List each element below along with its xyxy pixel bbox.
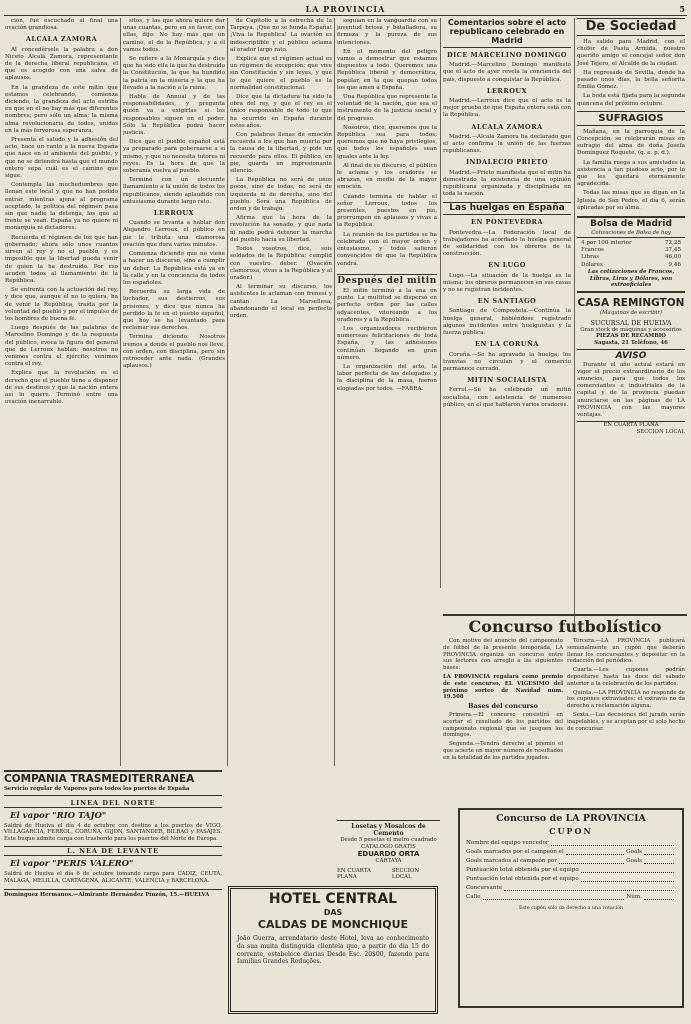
- article-paragraph: Pontevedra.—La Federación local de trabajadores ha acordado la huelga general de solidaridad con los obreros de la construcción.: [443, 229, 571, 258]
- cupon-field-label: Goals marcados por el campeón el: [466, 849, 564, 855]
- article-paragraph: Termina diciendo: Nosotros iremos a donde el pueblo nos lleve, con orden, con disciplina, pero sin retroceder ante nada. (Grandes aplausos.): [123, 334, 225, 370]
- losetas-footer-left: EN CUARTA PLANA: [337, 867, 371, 881]
- article-paragraph: Madrid.—Alcalá Zamora ha declarado que el acto confirma la unión de las fuerzas republicanas.: [443, 133, 571, 155]
- cupon-field[interactable]: [466, 858, 676, 864]
- article-paragraph: Madrid.—Lerroux dice que el acto es la mejor prueba de que España entera está con la República.: [443, 98, 571, 119]
- article-paragraph: Santiago de Compostela.—Continúa la huelga general, habiéndose registrado algunos incidentes entre huelguistas y la fuerza pública.: [443, 308, 571, 337]
- cupon-field-line[interactable]: [559, 858, 624, 864]
- cupon-field-label: Nombre del equipo vencedor: [466, 840, 549, 846]
- section-heading: LERROUX: [153, 209, 195, 218]
- article-paragraph: La organización del acto, la labor perfecta de los delegados y la disciplina de la masa, fueron elogiadas por todos. —FABRA.: [337, 363, 437, 392]
- newspaper-title: LA PROVINCIA: [305, 4, 386, 14]
- article-paragraph: Segunda.—Tendrá derecho al premio el que acierte un mayor número de resultados en la totalidad de los partidos jugados.: [443, 741, 563, 761]
- cupon-box: [458, 808, 684, 1008]
- article-paragraph: Explica que el régimen actual es un régimen de excepción; que vive sin Constitución y sin leyes, y que lo que quiere el pueblo es la normalidad constitucional.: [230, 56, 332, 91]
- article-paragraph: Sexta.—Las decisiones del jurado serán inapelables, y se aceptan por el solo hecho de concursar.: [567, 711, 685, 732]
- comentarios-title: Comentarios sobre el acto republicano celebrado en Madrid: [443, 18, 571, 48]
- cupon-footer: Este cupón sólo da derecho a una votación: [518, 906, 624, 911]
- compania-line-norte: LINEA DEL NORTE: [4, 799, 222, 808]
- column-divider: [334, 18, 335, 766]
- bolsa-row-label: Dólares: [581, 261, 603, 268]
- losetas-footer-right: SECCION LOCAL: [391, 867, 420, 881]
- compania-line-levante: L. NEA DE LEVANTE: [4, 846, 222, 856]
- cupon-field[interactable]: [466, 849, 676, 855]
- bolsa-note: Las cotizaciones de Francos, Libras, Liras y Dólares, son extraoficiales: [577, 269, 685, 293]
- page-header: [4, 2, 687, 16]
- article-paragraph: Al concedérsele la palabra a don Niceto Alcalá Zamora, representante de la derecha liberal republicana, el que es acogido con una salva de aplausos.: [5, 46, 118, 82]
- aviso-footer-right: SECCION LOCAL: [636, 428, 685, 435]
- concurso-col-left: [443, 638, 563, 762]
- bolsa-row-value: 37,45: [664, 247, 681, 254]
- article-paragraph: La República no será de unos pocos, sino de todos; no será de izquierda ni de derecha, sino del pueblo. Será una República de orden y de trabajo.: [230, 177, 332, 213]
- cupon-field-label: Puntuación total obtenida por el equipo: [466, 867, 579, 873]
- concurso-bases-heading: Bases del concurso: [468, 702, 538, 711]
- hotel-text: João Guerra, arrendatario deste Hotel, leva ao conhecimento da sua muita distinguida clientela que, a partir do dia 15 do corrente, estabelece diarias Desde Esc. 20$00, fazendo para familias Grandes Reduções.: [237, 935, 429, 966]
- bolsa-row: [577, 240, 685, 247]
- concurso-prize: LA PROVINCIA regalará como premio de este concurso, EL VIGESIMO del próximo sorteo de Navidad núm. 19.508: [443, 673, 563, 701]
- bolsa-row-label: 4 por 100 interior: [581, 239, 632, 246]
- article-paragraph: Cuando se levanta a hablar don Alejandro Lerroux, el público en pie le tributa una clamorosa ovación que dura varios minutos.: [123, 220, 225, 248]
- bolsa-row-value: 46,00: [664, 254, 681, 261]
- losetas-town: CARTAYA: [375, 858, 402, 865]
- compania-ship-1-text: Saldrá de Huelva el día 4 de octubre con destino a los puertos de VIGO, VILLAGARCIA, FERROL, CORUÑA, GIJON, SANTANDER, BILBAO y PASAJES. Este buque admite carga con trasbordo para los puertos del Norte de Europa.: [4, 822, 222, 842]
- section-heading: MITIN SOCIALISTA: [467, 376, 547, 385]
- cupon-field-label: Calle: [466, 894, 481, 900]
- cupon-title: Concurso de LA PROVINCIA: [496, 813, 646, 824]
- cupon-goals-label: Goals: [626, 858, 642, 864]
- column-5: [443, 18, 571, 578]
- cupon-subtitle: CUPON: [549, 826, 593, 836]
- compania-footer: Dominguez Hermanos.—Almirante Hernández Pinzón, 15.—HUELVA: [4, 889, 222, 899]
- article-paragraph: Tercera.—LA PROVINCIA publicará semanalmente un cupón que deberán llenar los concursantes y depositar en la redacción del periódico.: [567, 638, 685, 665]
- article-paragraph: Mañana, en la parroquia de la Concepción, se celebrarán misas en sufragio del alma de doña Josefa Domínguez Roquete, (q. e. p. d.).: [577, 128, 685, 157]
- article-paragraph: La boda está fijada para la segunda quincena del próximo octubre.: [577, 93, 685, 107]
- article-paragraph: El mitin terminó a la una en punto. La multitud se dispersó en perfecto orden por las calles adyacentes, vitoreando a los oradores y a la República.: [337, 287, 437, 323]
- hotel-title-caldas: CALDAS DE MONCHIQUE: [257, 918, 409, 931]
- sociedad-title: De Sociedad: [577, 18, 685, 36]
- article-paragraph: Luego después de las palabras de Marcelino Domingo y de la respuesta del público, evoca la figura del general que de Lerroux hablan: nosotros no venimos contra el ejército; venimos contra el rey.: [5, 325, 118, 368]
- section-heading: EN LA CORUÑA: [475, 340, 539, 349]
- compania-title: COMPANIA TRASMEDITERRANEA: [4, 773, 195, 785]
- article-paragraph: Una República que represente la voluntad de la nación, que sea el instrumento de la justicia social y del progreso.: [337, 94, 437, 122]
- article-paragraph: de Capitolio a la estrecha de la Tarpeya. ¡Que no se hunda España! ¡Viva la República! La ovación es indescriptible y el público aclama al orador largo rato.: [230, 18, 332, 53]
- article-paragraph: En la grandeza de este mitin que estamos celebrando, comienza diciendo, la grandeza del acto estriba en que en él no hay más que diferentes nombres; pero sólo un alma; la misma alma revolucionaria de todos, unidas en la más fervorosa esperanza.: [5, 84, 118, 134]
- hotel-title-das: DAS: [323, 908, 343, 917]
- cupon-field-line[interactable]: [581, 867, 674, 873]
- section-heading: EN LUGO: [488, 261, 526, 270]
- article-paragraph: Presenta el saludo y la adhesión del acto, hace un canto a la nueva España que nace en el ambiente del pueblo, y que no se detendrá hasta que el mundo entero sepa cuál es el camino que sigue.: [5, 137, 118, 180]
- section-heading: ALCALA ZAMORA: [471, 122, 543, 131]
- hotel-ad: [228, 886, 438, 1014]
- bolsa-row-label: Francos: [581, 247, 604, 254]
- column-3: [230, 18, 332, 766]
- section-heading: ALCALA ZAMORA: [25, 35, 98, 44]
- concurso-section: [443, 614, 687, 804]
- article-paragraph: Habla de Annual y de las responsabilidades, y pregunta quién va a exigirlas si los responsables siguen en el poder. Sólo la República podrá hacer justicia.: [123, 94, 225, 137]
- compania-subtitle: Servicio regular de Vapores para todos los puertos de España: [4, 786, 222, 796]
- bolsa-row: [577, 254, 685, 261]
- cupon-goals-line[interactable]: [644, 849, 674, 855]
- article-paragraph: Ha regresado de Sevilla, donde ha pasado unos días, la bella señorita Emilia Gómez.: [577, 69, 685, 91]
- article-paragraph: Madrid.—Marcelino Domingo manifestó que el acto de ayer revela la conciencia del país, dispuesto a conquistar la República.: [443, 62, 571, 83]
- bolsa-row: [577, 247, 685, 254]
- article-paragraph: Lugo.—La situación de la huelga es la misma; los obreros permanecen en sus casas y no se registran incidentes.: [443, 272, 571, 294]
- losetas-footer: [337, 868, 440, 881]
- aviso-footer-left: EN CUARTA PLANA: [577, 421, 685, 429]
- article-paragraph: En el momento del peligro vamos a demostrar que estamos dispuestos a todo. Queremos una República liberal y democrática, popular, en la que quepan todos los que amen a España.: [337, 48, 437, 91]
- article-paragraph: Los organizadores recibieron numerosas felicitaciones de toda España, y las adhesiones continúan llegando en gran número.: [337, 325, 437, 361]
- hotel-title: HOTEL CENTRAL: [268, 891, 398, 907]
- article-paragraph: Contempla las muchedumbres que llenan este local y que no han podido entrar, mientras ajena al programa aceptado, la política del régimen pasa sin que nadie la detenga, los que al frente se vean. España ya no quiere ni monarquía ni dictadores.: [5, 182, 118, 232]
- compania-ship-1: El vapor "RIO TAJO": [10, 810, 107, 821]
- cupon-field-line[interactable]: [504, 885, 674, 891]
- bolsa-table: [577, 240, 685, 270]
- aviso-text: Durante el año actual estará en vigor el precio extraordinario de los anuncios, para que todos los comerciantes e industriales de la capital y de la provincia puedan anunciarse en las páginas de LA PROVINCIA con las mayores ventajas.: [577, 361, 685, 419]
- cupon-num-label: Núm.: [626, 894, 642, 900]
- cupon-field[interactable]: [466, 885, 676, 891]
- article-paragraph: Al terminar su discurso, los asistentes le aclaman con frenesí y cantan La Marsellesa, abandonando el local en perfecto orden.: [230, 284, 332, 319]
- column-1: [5, 18, 118, 766]
- cupon-field-label: Puntuación total obtenida por el equipo: [466, 876, 579, 882]
- section-heading: EN PONTEVEDRA: [470, 218, 544, 227]
- article-paragraph: Primera.—El concurso consistirá en acertar el resultado de los partidos del campeonato regional que se jueguen los domingos.: [443, 711, 563, 739]
- column-4: [337, 18, 437, 578]
- losetas-title: Losetas y Mosaicos de Cemento: [351, 823, 426, 837]
- bolsa-title: Bolsa de Madrid: [577, 216, 685, 230]
- losetas-brand: EDUARDO ORTA: [357, 850, 420, 859]
- compania-ship-2: El vapor "PERIS VALERO": [10, 859, 134, 870]
- article-paragraph: Con palabras llenas de emoción recuerda a los que han muerto por la causa de la libertad, y pide un recuerdo para ellos. El público, en pie, guarda un impresionante silencio.: [230, 132, 332, 175]
- article-paragraph: Con motivo del anuncio del campeonato de fútbol de la presente temporada, LA PROVINCIA organiza un concurso entre sus lectores con arreglo a las siguientes bases:: [443, 638, 563, 672]
- cupon-field[interactable]: [466, 894, 676, 900]
- article-paragraph: Coruña.—Se ha agravado la huelga; los tranvías no circulan y el comercio permanece cerrado.: [443, 351, 571, 372]
- article-paragraph: Dice que el pueblo español está ya preparado para gobernarse a sí mismo, y que no necesita tutores ni reyes. Es la hora de que la soberanía vuelva al pueblo.: [123, 139, 225, 175]
- cupon-field[interactable]: [466, 840, 676, 846]
- article-paragraph: Todos vosotros, dice, sois soldados de la República; cumplid con vuestro deber. (Ovación clamorosa, vivas a la República y al orador.): [230, 246, 332, 281]
- bolsa-row: [577, 262, 685, 269]
- article-paragraph: Ferrol.—Se ha celebrado un mitin socialista, con asistencia de numeroso público, en el que hablaron varios oradores.: [443, 387, 571, 408]
- article-paragraph: La reunión de los partidos se ha celebrado con el mayor orden y entusiasmo, y todos salieron convencidos de que la República vendrá.: [337, 231, 437, 267]
- article-paragraph: Comienza diciendo que no viene a hacer un discurso, sino a cumplir un deber. La República está ya en la calle y en la conciencia de todos los españoles.: [123, 251, 225, 286]
- cupon-field[interactable]: [466, 867, 676, 873]
- page-number: 5: [679, 4, 685, 14]
- cupon-field-line[interactable]: [581, 876, 674, 882]
- article-paragraph: Cuando termina de hablar el señor Lerroux, todos los presentes, puestos en pie, prorrumpen en aplausos y vivas a la República.: [337, 193, 437, 229]
- article-paragraph: ción, fué escuchado al final una ovación grandiosa.: [5, 18, 118, 32]
- cupon-field-line[interactable]: [551, 840, 674, 846]
- article-paragraph: Recuerda su larga vida de luchador, sus destierros, sus prisiones, y dice que nunca ha perdido la fe en el pueblo español, que hoy se ha levantado para reclamar sus derechos.: [123, 289, 225, 332]
- section-heading: INDALECIO PRIETO: [465, 158, 549, 167]
- article-paragraph: Nosotros, dice, queremos que la República sea para todos; queremos que no haya privilegios, que todos los españoles sean iguales ante la ley.: [337, 124, 437, 160]
- remington-title: CASA REMINGTON: [577, 297, 685, 310]
- column-divider: [227, 18, 228, 766]
- article-paragraph: Terminó con un elocuente llamamiento a la unión de todos los republicanos, siendo aplaudido con entusiasmo durante largo rato.: [123, 177, 225, 205]
- huelgas-title: Las huelgas en España: [443, 202, 571, 215]
- concurso-title: Concurso futbolístico: [468, 617, 662, 636]
- article-paragraph: Recuerda el régimen de los que han gobernado; ahora sólo unos cuantos sirven al rey y no el pueblo, y es imposible que la libertad pueda venir de quien la ha destruído. Por eso acuden todos al llamamiento de la República.: [5, 234, 118, 284]
- article-paragraph: Se refiere a la Monarquía y dice que ha sido ella la que ha destruído la Constitución, la que ha hundido la patria en la miseria y la que ha llevado a la nación a la ruina.: [123, 56, 225, 91]
- article-paragraph: Dice que la dictadura ha sido la obra del rey, y que el rey es el único responsable de todo lo que ha ocurrido en España durante estos años.: [230, 94, 332, 129]
- article-paragraph: Explica que la revolución es el derecho que el pueblo tiene a disponer de sus destinos y que la nación entera así lo quiere. Terminó entre una ovación inenarrable.: [5, 370, 118, 406]
- article-paragraph: sitos, y las que ahora quiere dar unas cuantas, pero en su favor, con ellas, dijo: No hay más que un camino, el de la República, y a él vamos todos.: [123, 18, 225, 53]
- article-paragraph: Todas las misas que se digan en la Iglesia de San Pedro, el día 6, serán aplicadas por su alma.: [577, 190, 685, 211]
- losetas-ad: [337, 820, 440, 882]
- column-divider: [120, 18, 121, 766]
- remington-line: PIEZAS DE RECAMBIO: [595, 333, 667, 340]
- losetas-line: Desde 5 pesetas el metro cuadrado: [340, 837, 437, 843]
- bolsa-row-value: 72,25: [664, 239, 681, 246]
- remington-line: Gran stock de máquinas y accesorios: [580, 326, 682, 333]
- cupon-num-line[interactable]: [644, 894, 674, 900]
- cupon-field-line[interactable]: [566, 849, 624, 855]
- column-divider: [574, 18, 575, 630]
- remington-address: Sagasta, 21 Teléfono, 46: [577, 340, 685, 350]
- bolsa-row-label: Libras: [581, 254, 599, 261]
- remington-subtitle: (Máquinas de escribir): [599, 310, 663, 317]
- cupon-field[interactable]: [466, 876, 676, 882]
- cupon-field-label: Concursante: [466, 885, 503, 891]
- despues-mitin-heading: Después del mitin: [337, 275, 437, 286]
- cupon-goals-line[interactable]: [644, 858, 674, 864]
- aviso-title: AVISO: [615, 350, 647, 361]
- concurso-col-right: [567, 638, 685, 762]
- column-divider: [440, 18, 441, 588]
- article-paragraph: Quinta.—LA PROVINCIA no responde de los cupones extraviados; el extravío no da derecho a reclamación alguna.: [567, 689, 685, 710]
- section-heading: EN SANTIAGO: [477, 297, 537, 306]
- cupon-field-label: Goals marcados al campeón por: [466, 858, 557, 864]
- article-paragraph: Madrid.—Prieto manifiesta que el mitin ha demostrado la existencia de una opinión republicana organizada y disciplinada en toda la nación.: [443, 169, 571, 198]
- section-heading: LERROUX: [486, 86, 528, 95]
- compania-ad: [4, 770, 222, 1014]
- remington-branch: SUCURSAL DE HUELVA: [590, 318, 672, 327]
- bolsa-subtitle: Cotizaciones de Bolsa de hoy: [577, 230, 685, 238]
- column-2: [123, 18, 225, 766]
- section-heading: DICE MARCELINO DOMINGO: [446, 51, 567, 59]
- cupon-goals-label: Goals: [626, 849, 642, 855]
- cupon-form: [460, 840, 682, 900]
- article-paragraph: seguían en la vanguardia con su juventud briosa y batalladora, su firmeza y la pureza de sus intenciones.: [337, 18, 437, 46]
- article-paragraph: Afirma que la hora de la revolución ha sonado, y que nada ni nadie podrá detener la marcha del pueblo hacia su libertad.: [230, 215, 332, 243]
- cupon-field-line[interactable]: [483, 894, 625, 900]
- losetas-line: CATALOGO GRATIS: [361, 843, 416, 850]
- article-paragraph: La familia ruega a sus amistades la asistencia a tan piadoso acto, por lo que les quedará eternamente agradecida.: [577, 159, 685, 188]
- compania-ship-2-text: Saldrá de Huelva el día 6 de octubre tomando carga para CADIZ, CEUTA, MALAGA, MELILLA, CARTAGENA, ALICANTE, VALENCIA y BARCELONA.: [4, 871, 222, 884]
- article-paragraph: Al final de su discurso, el público le aclama y los oradores se abrazan, en medio de la mayor emoción.: [337, 162, 437, 191]
- article-paragraph: Cuarta.—Los cupones podrán depositarse hasta las doce del sábado anterior a la celebración de los partidos.: [567, 667, 685, 687]
- article-paragraph: Se enfrenta con la actuación del rey, y dice que, aunque él no lo quiera, ha de venir la República, traída por la voluntad del pueblo y por el impulso de los hombres de buena fe.: [5, 287, 118, 322]
- sufragios-title: SUFRAGIOS: [577, 111, 685, 126]
- column-6: [577, 18, 685, 628]
- article-paragraph: Ha salido para Madrid, con el chofer de Pasta Armida, nuestro querido amigo el concejal señor don José Tejero, el Alcalde de la ciudad.: [577, 39, 685, 67]
- bolsa-row-value: 9,46: [668, 261, 681, 268]
